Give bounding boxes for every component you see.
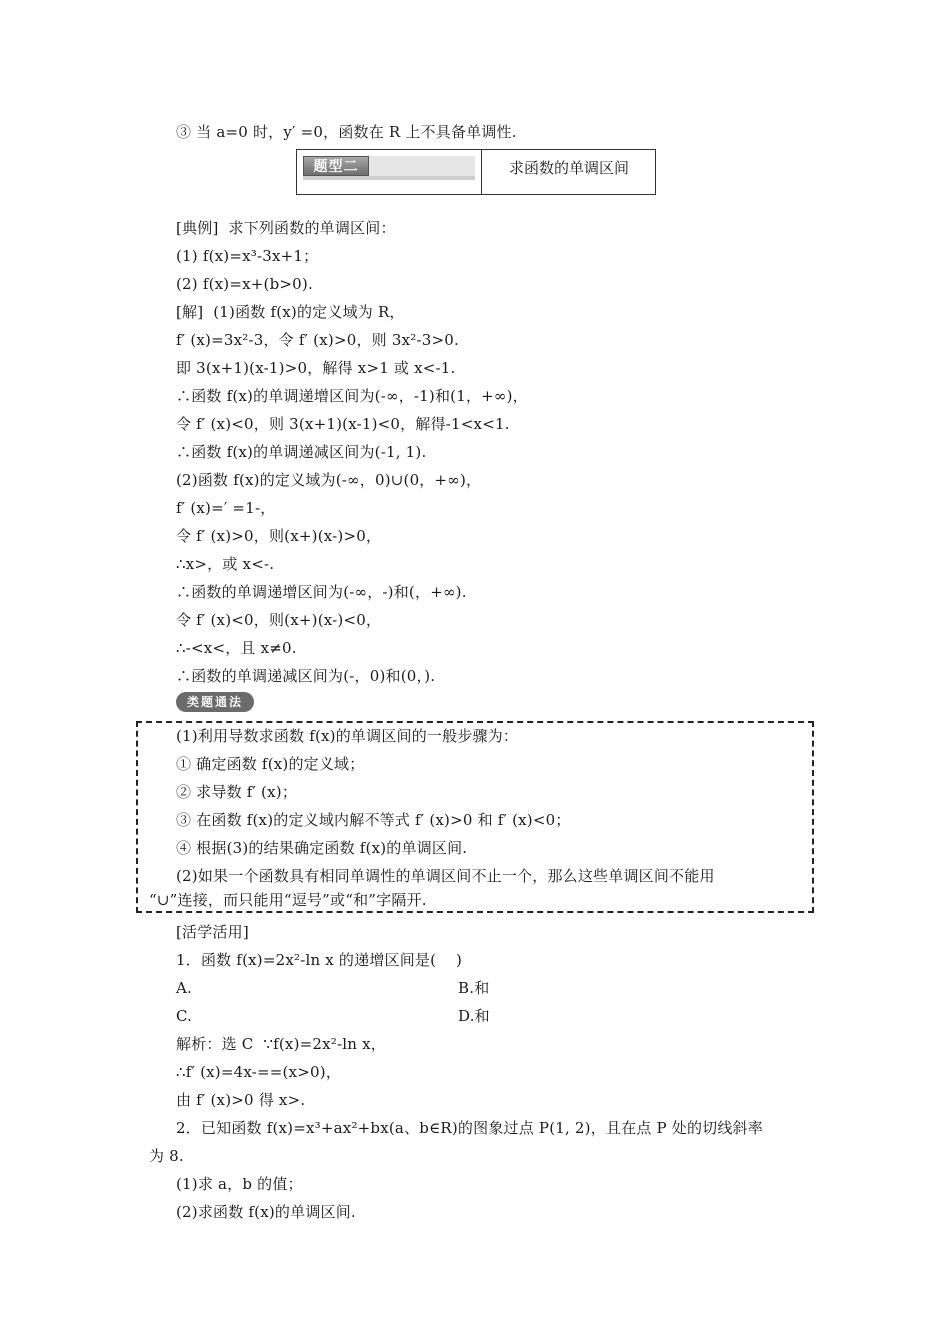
- method-line: (2)如果一个函数具有相同单调性的单调区间不止一个，那么这些单调区间不能用: [176, 867, 715, 885]
- example-intro: [典例] 求下列函数的单调区间：: [176, 219, 396, 237]
- solution-line: (2)函数 f(x)的定义域为(-∞，0)∪(0，+∞)，: [176, 471, 482, 489]
- example-q1: (1) f(x)=x³-3x+1；: [176, 247, 319, 265]
- section-tag: 题型二: [303, 156, 369, 176]
- solution-line: f′ (x)=3x²-3，令 f′ (x)>0，则 3x²-3>0.: [176, 331, 459, 349]
- practice-heading: [活学活用]: [176, 923, 249, 941]
- method-line: ④ 根据(3)的结果确定函数 f(x)的单调区间.: [176, 839, 468, 857]
- method-line: ③ 在函数 f(x)的定义域内解不等式 f′ (x)>0 和 f′ (x)<0；: [176, 811, 571, 829]
- solution-line: ∴-<x<，且 x≠0.: [176, 639, 297, 657]
- solution-line: ∴函数的单调递减区间为(-，0)和(0，).: [176, 667, 436, 685]
- solution-line: 令 f′ (x)>0，则(x+)(x-)>0，: [176, 527, 382, 545]
- solution-line: ∴x>，或 x<-.: [176, 555, 275, 573]
- solution-line: 即 3(x+1)(x-1)>0，解得 x>1 或 x<-1.: [176, 359, 456, 377]
- option-d: D.和: [458, 1007, 490, 1025]
- header-bar: [369, 156, 475, 176]
- section-header: [296, 149, 656, 195]
- method-line: ② 求导数 f′ (x)；: [176, 783, 298, 801]
- section-title: 求函数的单调区间: [508, 159, 629, 177]
- example-q2: (2) f(x)=x+(b>0).: [176, 275, 313, 293]
- option-b: B.和: [458, 979, 490, 997]
- practice-q2-line1: 2．已知函数 f(x)=x³+ax²+bx(a、b∈R)的图象过点 P(1, 2)，且在点 P 处的切线斜率: [176, 1119, 763, 1137]
- solution-line: 令 f′ (x)<0，则 3(x+1)(x-1)<0，解得-1<x<1.: [176, 415, 510, 433]
- practice-q1: 1．函数 f(x)=2x²-ln x 的递增区间是( ): [176, 951, 463, 969]
- analysis-line: 解析：选 C ∵f(x)=2x²-ln x，: [176, 1035, 386, 1053]
- solution-line: ∴函数的单调递增区间为(-∞，-)和(，+∞).: [176, 583, 467, 601]
- solution-line: 令 f′ (x)<0，则(x+)(x-)<0，: [176, 611, 382, 629]
- analysis-line: ∴f′ (x)=4x-==(x>0)，: [176, 1063, 342, 1081]
- top-line: ③ 当 a=0 时，y′ =0，函数在 R 上不具备单调性.: [176, 123, 517, 141]
- solution-line: f′ (x)=′ =1-，: [176, 499, 276, 517]
- practice-q2-sub1: (1)求 a，b 的值；: [176, 1175, 303, 1193]
- solution-line: ∴函数 f(x)的单调递增区间为(-∞，-1)和(1，+∞)，: [176, 387, 528, 405]
- option-c: C.: [176, 1007, 193, 1025]
- option-a: A.: [176, 979, 193, 997]
- analysis-line: 由 f′ (x)>0 得 x>.: [176, 1091, 306, 1109]
- method-badge: 类题通法: [176, 692, 254, 712]
- method-line: ① 确定函数 f(x)的定义域；: [176, 755, 365, 773]
- solution-line: [解] (1)函数 f(x)的定义域为 R，: [176, 303, 405, 321]
- method-line: “∪”连接，而只能用“逗号”或“和”字隔开.: [149, 891, 427, 909]
- solution-line: ∴函数 f(x)的单调递减区间为(-1, 1).: [176, 443, 427, 461]
- method-line: (1)利用导数求函数 f(x)的单调区间的一般步骤为：: [176, 727, 519, 745]
- practice-q2-line2: 为 8.: [149, 1147, 184, 1165]
- practice-q2-sub2: (2)求函数 f(x)的单调区间.: [176, 1203, 356, 1221]
